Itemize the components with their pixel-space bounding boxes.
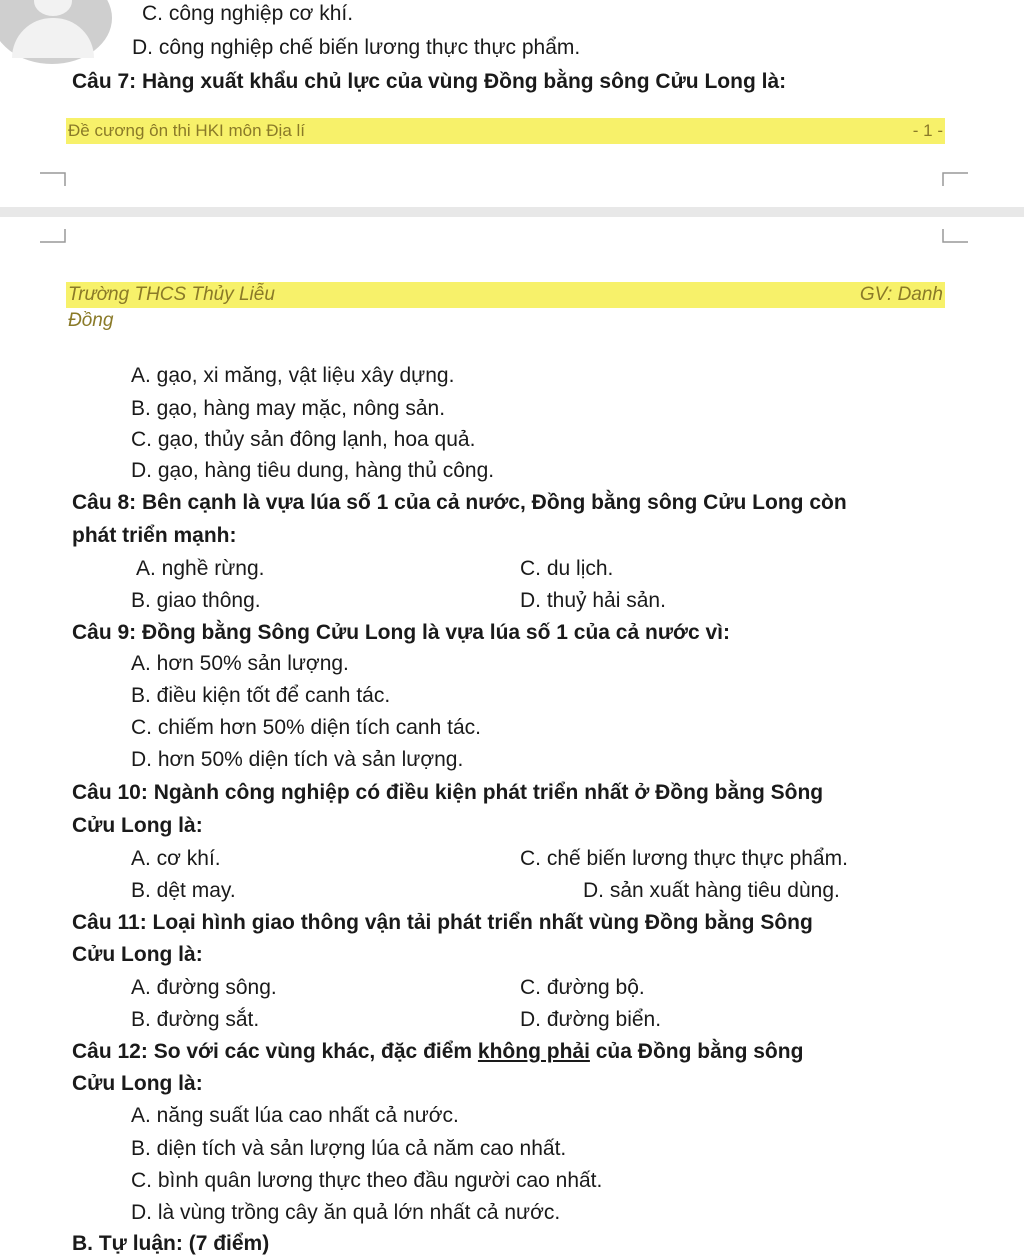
page-number: - 1 - <box>912 121 943 140</box>
teacher-name-cont: Đồng <box>68 310 114 331</box>
option-d-food-processing: D. công nghiệp chế biến lương thực thực phẩm. <box>132 36 581 59</box>
q9-answer-d: D. hơn 50% diện tích và sản lượng. <box>131 748 464 771</box>
school-name: Trường THCS Thủy Liễu <box>68 284 275 305</box>
question-12-cont: Cửu Long là: <box>72 1072 203 1095</box>
q12-answer-b: B. diện tích và sản lượng lúa cả năm cao nhất. <box>131 1137 567 1160</box>
q11-answer-c: C. đường bộ. <box>520 976 645 999</box>
q10-answer-a: A. cơ khí. <box>131 847 221 870</box>
page-corner-mark <box>40 172 66 186</box>
page-footer <box>66 118 945 144</box>
question-12-pre: Câu 12: So với các vùng khác, đặc điểm <box>72 1040 478 1063</box>
q12-answer-c: C. bình quân lương thực theo đầu người cao nhất. <box>131 1169 603 1192</box>
q12-answer-a: A. năng suất lúa cao nhất cả nước. <box>131 1104 459 1127</box>
q7-answer-b: B. gạo, hàng may mặc, nông sản. <box>131 397 446 420</box>
option-c-mechanical: C. công nghiệp cơ khí. <box>142 2 354 25</box>
footer-title: Đề cương ôn thi HKI môn Địa lí <box>68 121 306 140</box>
section-b-heading: B. Tự luận: (7 điểm) <box>72 1232 270 1255</box>
q10-answer-b: B. dệt may. <box>131 879 236 902</box>
question-8-cont: phát triển mạnh: <box>72 524 237 547</box>
avatar[interactable] <box>0 0 112 64</box>
page-header <box>66 282 945 308</box>
q11-answer-b: B. đường sắt. <box>131 1008 260 1031</box>
q7-answer-a: A. gạo, xi măng, vật liệu xây dựng. <box>131 364 455 387</box>
question-11-cont: Cửu Long là: <box>72 943 203 966</box>
q7-answer-d: D. gạo, hàng tiêu dung, hàng thủ công. <box>131 459 495 482</box>
question-8: Câu 8: Bên cạnh là vựa lúa số 1 của cả nước, Đồng bằng sông Cửu Long còn <box>72 491 847 514</box>
question-7: Câu 7: Hàng xuất khẩu chủ lực của vùng Đồng bằng sông Cửu Long là: <box>72 70 787 93</box>
q9-answer-c: C. chiếm hơn 50% diện tích canh tác. <box>131 716 481 739</box>
avatar-body-shape <box>12 18 94 58</box>
q12-answer-d: D. là vùng trồng cây ăn quả lớn nhất cả nước. <box>131 1201 561 1224</box>
page-corner-mark <box>942 229 968 243</box>
q9-answer-a: A. hơn 50% sản lượng. <box>131 652 349 675</box>
q10-answer-d: D. sản xuất hàng tiêu dùng. <box>583 879 840 902</box>
avatar-head-shape <box>34 0 72 16</box>
q8-answer-a: A. nghề rừng. <box>136 557 265 580</box>
question-11: Câu 11: Loại hình giao thông vận tải phát triển nhất vùng Đồng bằng Sông <box>72 911 813 934</box>
question-9: Câu 9: Đồng bằng Sông Cửu Long là vựa lúa số 1 của cả nước vì: <box>72 621 730 644</box>
question-10: Câu 10: Ngành công nghiệp có điều kiện phát triển nhất ở Đồng bằng Sông <box>72 781 824 804</box>
page-gap <box>0 207 1024 217</box>
q9-answer-b: B. điều kiện tốt để canh tác. <box>131 684 391 707</box>
teacher-name: GV: Danh <box>859 284 943 305</box>
question-12-post: của Đồng bằng sông <box>589 1040 804 1063</box>
q8-answer-c: C. du lịch. <box>520 557 614 580</box>
q8-answer-d: D. thuỷ hải sản. <box>520 589 666 612</box>
q11-answer-a: A. đường sông. <box>131 976 277 999</box>
page-corner-mark <box>40 229 66 243</box>
question-10-cont: Cửu Long là: <box>72 814 203 837</box>
question-12-emphasis: không phải <box>477 1040 590 1063</box>
question-12 <box>72 1040 803 1064</box>
q10-answer-c: C. chế biến lương thực thực phẩm. <box>520 847 848 870</box>
q11-answer-d: D. đường biển. <box>520 1008 662 1031</box>
q8-answer-b: B. giao thông. <box>131 589 261 612</box>
q7-answer-c: C. gạo, thủy sản đông lạnh, hoa quả. <box>131 428 476 451</box>
page-corner-mark <box>942 172 968 186</box>
